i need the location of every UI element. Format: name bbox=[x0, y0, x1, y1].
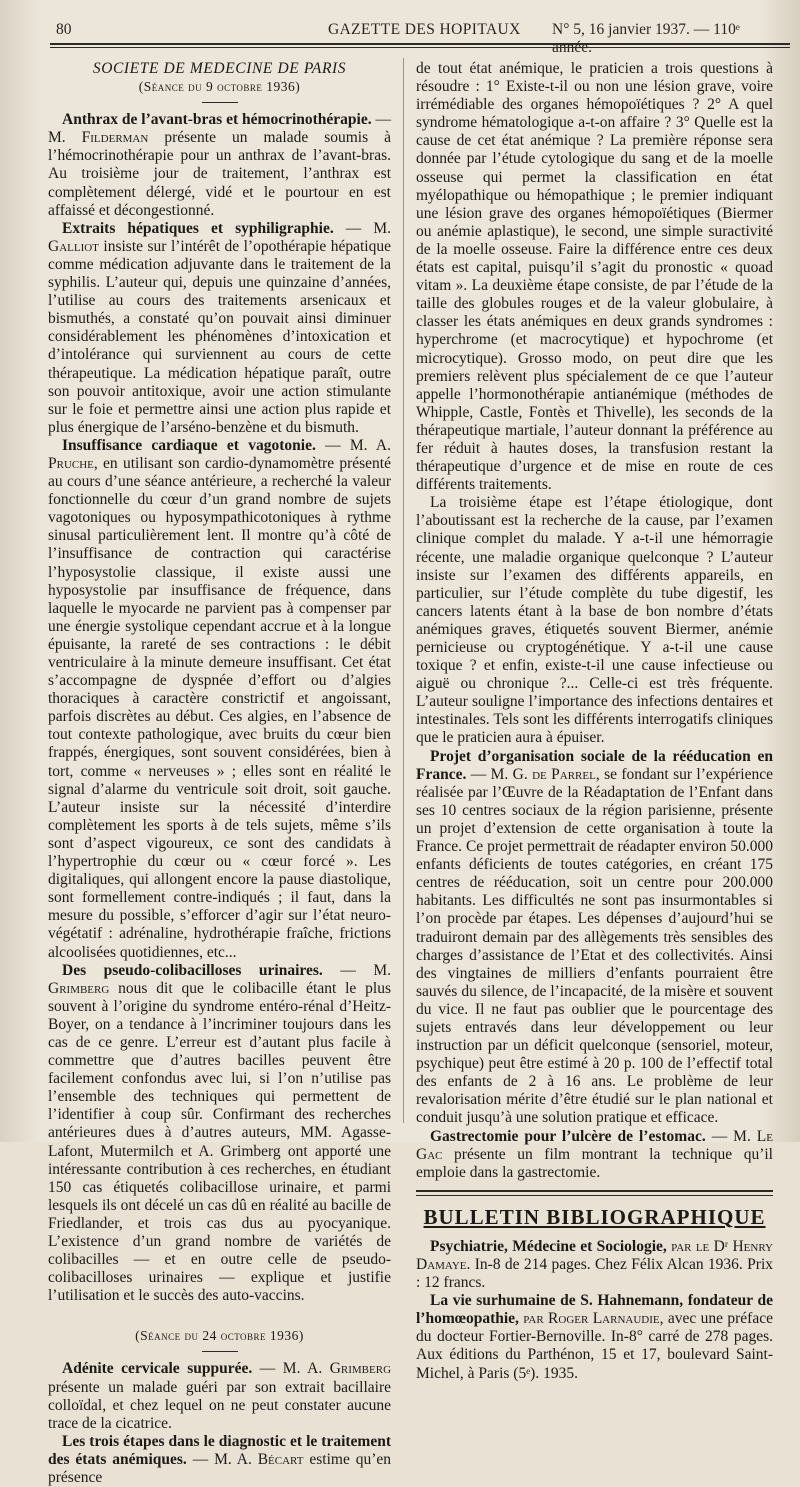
article-body: présente un malade soumis à l’hémocrinothérapie pour un anthrax de l’avant-bras. Au troisième jour de traitement, l’anthrax est complètement délergé, vidé et le pourtour en est affaissé et décongestionné. bbox=[48, 129, 391, 219]
book-details: In-8 de 214 pages. Chez Félix Alcan 1936. Prix : 12 francs. bbox=[416, 1256, 773, 1292]
article-body: présente un film montrant la technique qu’il emploie dans la gastrectomie. bbox=[416, 1145, 773, 1181]
bibliography-entry bbox=[416, 1292, 773, 1382]
article-title: Gastrectomie pour l’ulcère de l’estomac. bbox=[430, 1127, 706, 1145]
article-author: — M. G. de Parrel, bbox=[470, 765, 600, 783]
article-title: Des pseudo-colibacilloses urinaires. bbox=[62, 961, 323, 979]
divider bbox=[202, 1351, 238, 1352]
article-body: nous dit que le colibacille étant le plus souvent à l’origine du syndrome entéro-rénal d’Heitz-Boyer, on a tendance à l’incriminer toujours dans les cas de ce genre. L’erreur est d’autant plus facile à commettre que d’autres bacilles peuvent être facilement confondus avec lui, si l’on n’utilise pas l’ensemble des techniques qui permettent de l’identifier à coup sûr. Confirmant des recherches antérieures dues à d’autres auteurs, MM. Agasse-Lafont, Mutermilch et A. Grimberg ont apporté une intéressante contribution à ces recherches, en étudiant 150 cas étiquetés colibacillose urinaire, et parmi lesquels ils ont décelé un cas dû en réalité au bacille de Friedlander, et trois cas dus au pyocyanique. L’existence d’un grand nombre de variétés de colibacilles — et en outre celle de pseudo-colibacilloses urinaires — explique et justifie l’utilisation et le succès des auto-vaccins. bbox=[48, 979, 391, 1305]
society-title: SOCIETE DE MEDECINE DE PARIS bbox=[92, 60, 347, 77]
article-anemie bbox=[48, 1433, 391, 1487]
article-anemie-continued: de tout état anémique, le praticien a trois questions à résoudre : 1° Existe-t-il ou non une lésion grave, voire irrémédiable des organes hémopoïétiques ? 2° A quel syndrome hématologique a-t-on affaire ? 3° Quelle est la cause de cet état anémique ? La première réponse sera donnée par l’étude cytologique du sang et de la moelle osseuse qui permet la classification en état myélopathique ou hémopathique ; le premier indiquant une lésion grave des organes hémopoïétiques (Biermer ou anémie aplastique), le second, une simple suractivité de la moelle osseuse. Faire la différence entre ces deux états est capital, puisqu’il s’agit du pronostic « quoad vitam ». La deuxième étape consiste, de par l’étude de la taille des globules rouges et de la valeur globulaire, à classer les états anémiques en deux grands syndromes : hyperchrome (et macrocytique) et hypochrome (et microcytique). Grosso modo, on peut dire que les premiers relèvent plus spécialement de ce que l’auteur appelle l’hormonothérapie antianémique (méthodes de Whipple, Castle, Fontès et Thivelle), les seconds de la thérapeutique martiale, l’auteur donnant la préférence au fer réduit à hautes doses, la transfusion restant la thérapeutique d’urgence et de mise en route de ces différents traitements. bbox=[416, 60, 773, 494]
journal-title: GAZETTE DES HOPITAUX bbox=[328, 21, 521, 38]
section-rule-thin bbox=[416, 1195, 773, 1196]
book-title: Psychiatrie, Médecine et Sociologie, bbox=[430, 1237, 667, 1255]
book-author: par Roger Larnaudie, bbox=[518, 1310, 664, 1328]
session-heading: (Séance du 24 octobre 1936) bbox=[135, 1328, 304, 1344]
section-rule bbox=[416, 1190, 773, 1192]
article-body: se fondant sur l’expérience réalisée par l’Œuvre de la Réadaptation de l’Enfant dans ses 10 centres sociaux de la région parisienne, présente un projet d’extension de cette organisation à toute la France. Ce projet permettrait de réadapter environ 50.000 enfants déficients de toutes catégories, en créant 175 centres de rééducation, soit un centre pour 200.000 habitants. Les difficultés ne sont pas insurmontables si l’on procède par étapes. Les dépenses d’aujourd’hui se traduiront demain par des allègements très sensibles des charges d’assistance de l’Etat et des collectivités. Ainsi des vingtaines de milliers d’enfants pourraient être sauvés du silence, de l’incapacité, de la misère et souvent du vice. Il ne faut pas oublier que le pourcentage des sujets entravés dans leur développement ou leur instruction par un déficit quelconque (sensoriel, moteur, psychique) peut être estimé à 20 p. 100 de l’effectif total des enfants de 2 à 16 ans. Le problème de leur revalorisation mérite d’être étudié sur le plan national et conduit jusqu’à une solution pratique et efficace. bbox=[416, 765, 773, 1127]
article-body: en utilisant son cardio-dynamomètre présenté au cours d’une séance antérieure, a recherché la valeur fonctionnelle du cœur d’un grand nombre de sujets vagotoniques ou hyposympathicotoniques à rythme sinusal particulièrement lent. Il montre qu’à côté de l’insuffisance de contraction qui caractérise l’hyposystolie classique, il existe aussi une hyposystolie par insuffisance de fréquence, dans laquelle le myocarde ne parvient pas à compenser par une énergie systolique cependant accrue et à la longue épuisante, la rareté de ses contractions : le débit ventriculaire à la minute demeure insuffisant. Cet état s’accompagne de dyspnée d’effort ou d’algies thoraciques à caractère constrictif et angoissant, parfois discrètes au début. Ces algies, en l’absence de tout contexte pathologique, avec bruits du cœur bien frappés, énergiques, sont souvent considérées, bien à tort, comme « nerveuses » ; elles sont en réalité le signal d’alarme du ventricule soit droit, soit gauche. L’auteur insiste sur la nécessité d’interdire complètement les sports à de tels sujets, même s’ils sont d’aspect vigoureux, ce sont des candidats à l’hypertrophie du cœur ou « cœur forcé ». Les digitaliques, qui allongent encore la pause diastolique, sont formellement contre-indiqués ; il faut, dans la mesure du possible, s’efforcer d’agir sur l’état neuro-végétatif : adrénaline, hydrothérapie fraîche, frictions alcoolisées quotidiennes, etc... bbox=[48, 454, 391, 961]
left-column bbox=[48, 60, 391, 1487]
bibliography-section bbox=[416, 1190, 773, 1383]
article-author: — M. Le Gac bbox=[416, 1127, 773, 1163]
bibliography-heading: BULLETIN BIBLIOGRAPHIQUE bbox=[423, 1204, 766, 1229]
book-details: avec une préface du docteur Fortier-Bernoville. In-8° carré de 278 pages. Aux éditions du Parthénon, 15 et 17, boulevard Saint-Michel, à Paris (5ᵉ). 1935. bbox=[416, 1310, 773, 1382]
session-heading: (Séance du 9 octobre 1936) bbox=[138, 79, 301, 95]
article-extraits bbox=[48, 220, 391, 437]
issue-info: N° 5, 16 janvier 1937. — 110ᵉ année. bbox=[552, 21, 740, 56]
article-colibacilloses bbox=[48, 962, 391, 1306]
book-title: La vie surhumaine de S. Hahnemann, fondateur de l’homœopathie, bbox=[416, 1292, 773, 1328]
article-adenite bbox=[48, 1360, 391, 1432]
article-author: — M. A. Pruche, bbox=[48, 436, 391, 472]
article-title: Adénite cervicale suppurée. bbox=[62, 1360, 253, 1378]
article-author: — M. Filderman bbox=[48, 111, 392, 147]
article-author: — M. A. Grimberg bbox=[259, 1360, 392, 1378]
article-title: Les trois étapes dans le diagnostic et le traitement des états anémiques. bbox=[48, 1432, 391, 1468]
article-title: Anthrax de l’avant-bras et hémocrinothérapie. bbox=[62, 111, 372, 129]
article-author: — M. A. Bécart bbox=[192, 1450, 304, 1468]
article-body: estime qu’en présence bbox=[48, 1450, 391, 1487]
article-anthrax bbox=[48, 111, 391, 220]
header-rule bbox=[50, 43, 790, 45]
header-rule-thin bbox=[50, 47, 790, 48]
article-author: — M. Grimberg bbox=[48, 961, 391, 997]
article-author: — M. Galliot bbox=[48, 219, 391, 255]
column-separator bbox=[403, 58, 404, 1123]
article-body: présente un malade guéri par son extrait bacillaire colloïdal, et chez lequel on ne peut constater aucune trace de la cicatrice. bbox=[48, 1378, 391, 1432]
running-header bbox=[40, 18, 780, 56]
article-anemie-etiologie: La troisième étape est l’étape étiologique, dont l’aboutissant est la recherche de la cause, par l’examen clinique complet du malade. Y a-t-il une hémorragie récente, une maladie organique quelconque ? L’auteur insiste sur l’examen des différents appareils, en particulier, sur l’étude complète du tube digestif, les cancers latents étant à la base de bon nombre d’états anémiques graves, étiquetés souvent Biermer, anémie pernicieuse ou cryptogénétique. Y a-t-il une cause toxique ? et enfin, existe-t-il une cause infectieuse ou aiguë ou chronique ?... Celle-ci est très fréquente. L’auteur souligne l’importance des infections dentaires et intestinales. Tels sont les différents interrogatifs cliniques que le praticien aura à épuiser. bbox=[416, 494, 773, 747]
article-gastrectomie bbox=[416, 1128, 773, 1182]
article-title: Insuffisance cardiaque et vagotonie. bbox=[62, 436, 316, 454]
article-body: insiste sur l’intérêt de l’opothérapie hépatique comme médication adjuvante dans le traitement de la syphilis. L’auteur qui, depuis une quinzaine d’années, l’utilise au cours des traitements arsenicaux et bismuthés, a constaté qu’on pouvait ainsi diminuer considérablement les phénomènes d’intoxication et d’intolérance qui surviennent au cours de cette thérapeutique. La médication hépatique paraît, outre son pouvoir antitoxique, avoir une action stimulante sur le foie et permettre ainsi une action plus rapide et plus énergique de l’arséno-benzène et du bismuth. bbox=[48, 237, 391, 436]
article-insuffisance bbox=[48, 437, 391, 962]
book-author: par le Dʳ Henry Damaye. bbox=[416, 1237, 774, 1273]
divider bbox=[202, 102, 238, 103]
article-reeducation bbox=[416, 748, 773, 1128]
article-title: Extraits hépatiques et syphiligraphie. bbox=[62, 219, 334, 237]
right-column bbox=[416, 60, 773, 1383]
spacer bbox=[48, 1305, 391, 1327]
article-title: Projet d’organisation sociale de la rééducation en France. bbox=[416, 747, 773, 783]
bibliography-entry bbox=[416, 1238, 773, 1292]
page-number: 80 bbox=[56, 21, 72, 38]
